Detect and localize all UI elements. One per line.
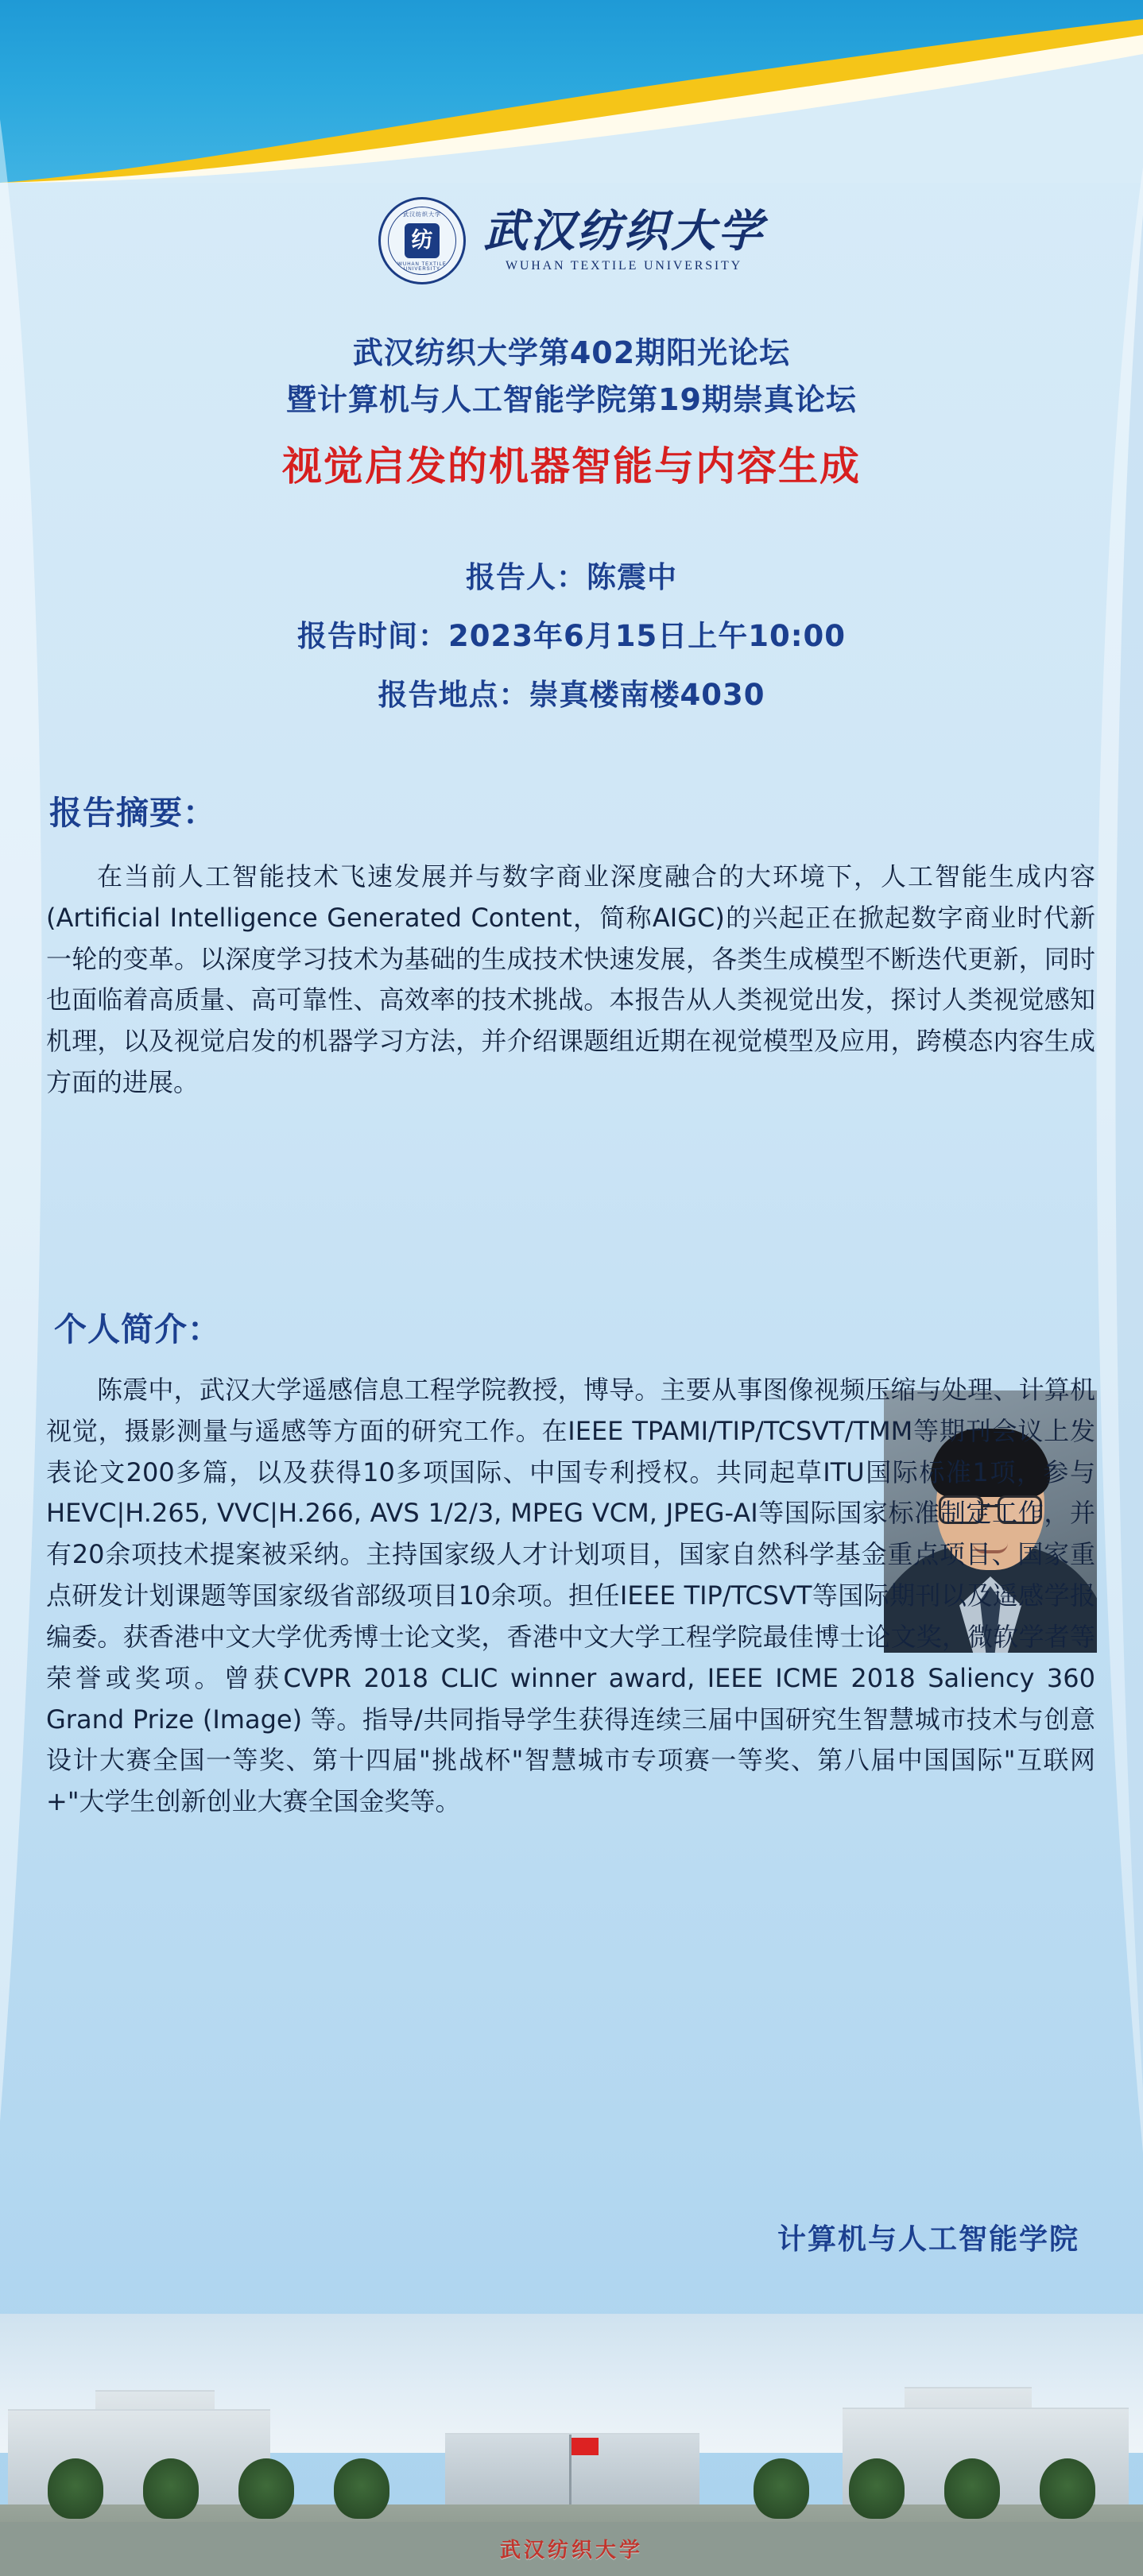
- seal-ring-text-bottom: WUHAN TEXTILE UNIVERSITY: [397, 262, 447, 272]
- abstract-heading: 报告摘要：: [49, 794, 216, 832]
- meta-speaker: [0, 548, 1143, 607]
- meta-place-label: 报告地点：: [378, 678, 529, 712]
- bio-text: 陈震中，武汉大学遥感信息工程学院教授，博导。主要从事图像视频压缩与处理、计算机视觉，摄影测量与遥感等方面的研究工作。在IEEE TPAMI/TIP/TCSVT/TMM等期刊会议上发表论文200多篇，以及获得10多项国际、中国专利授权。共同起草ITU国际标准1项，参与HEVC|H.265, VVC|H.266, AVS 1/2/3, MPEG VCM, JPEG-AI等国际国家标准制定工作，并有20余项技术提案被采纳。主持国家级人才计划项目，国家自然科学基金重点项目、国家重点研发计划课题等国家级省部级项目10余项。担任IEEE TIP/TCSVT等国际期刊以及遥感学报编委。获香港中文大学优秀博士论文奖，香港中文大学工程学院最佳博士论文奖，微软学者等荣誉或奖项。曾获CVPR 2018 CLIC winner award, IEEE ICME 2018 Saliency 360 Grand Prize (Image) 等。指导/共同指导学生获得连续三届中国研究生智慧城市技术与创意设计大赛全国一等奖、第十四届"挑战杯"智慧城市专项赛一等奖、第八届中国国际"互联网+"大学生创新创业大赛全国金奖等。: [46, 1375, 1095, 1817]
- campus-caption: 武汉纺织大学: [499, 2539, 644, 2562]
- bio-heading: 个人简介：: [54, 1310, 221, 1348]
- meta-time-value: 2023年6月15日上午10:00: [448, 619, 846, 653]
- university-seal-icon: [378, 197, 466, 284]
- organizer-line: 计算机与人工智能学院: [777, 2223, 1079, 2256]
- meta-speaker-value: 陈震中: [587, 560, 677, 594]
- university-name-en: WUHAN TEXTILE UNIVERSITY: [506, 258, 742, 273]
- seal-ring-text-top: 武汉纺织大学: [403, 212, 441, 218]
- campus-tree: [944, 2458, 1000, 2519]
- campus-tree: [849, 2458, 905, 2519]
- campus-tree: [143, 2458, 199, 2519]
- forum-line-2: 暨计算机与人工智能学院第19期崇真论坛: [286, 381, 857, 417]
- forum-line-1: 武汉纺织大学第402期阳光论坛: [352, 335, 791, 370]
- seal-character: 纺: [405, 223, 440, 258]
- lecture-title: 视觉启发的机器智能与内容生成: [282, 443, 861, 489]
- campus-photo-band: [0, 2314, 1143, 2576]
- meta-time: [0, 607, 1143, 666]
- campus-tree: [238, 2458, 294, 2519]
- campus-tree: [334, 2458, 389, 2519]
- meta-place: [0, 666, 1143, 725]
- meta-place-value: 崇真楼南楼4030: [529, 678, 765, 712]
- university-logo: [0, 197, 1143, 284]
- title-block: [0, 330, 1143, 492]
- university-wordmark: [483, 205, 765, 273]
- meta-speaker-label: 报告人：: [466, 560, 587, 594]
- campus-tree: [1040, 2458, 1095, 2519]
- campus-tree: [48, 2458, 103, 2519]
- lecture-meta: [0, 548, 1143, 725]
- banner-curves: [0, 0, 1143, 183]
- abstract-text: 在当前人工智能技术飞速发展并与数字商业深度融合的大环境下，人工智能生成内容(Artificial Intelligence Generated Content，简称AIGC)的兴起正在掀起数字商业时代新一轮的变革。以深度学习技术为基础的生成技术快速发展，各类生成模型不断迭代更新，同时也面临着高质量、高可靠性、高效率的技术挑战。本报告从人类视觉出发，探讨人类视觉感知机理，以及视觉启发的机器学习方法，并介绍课题组近期在视觉模型及应用，跨模态内容生成方面的进展。: [46, 861, 1095, 1098]
- meta-time-label: 报告时间：: [297, 619, 448, 653]
- campus-tree: [754, 2458, 809, 2519]
- top-banner: [0, 0, 1143, 183]
- university-name-cn: 武汉纺织大学: [483, 205, 765, 258]
